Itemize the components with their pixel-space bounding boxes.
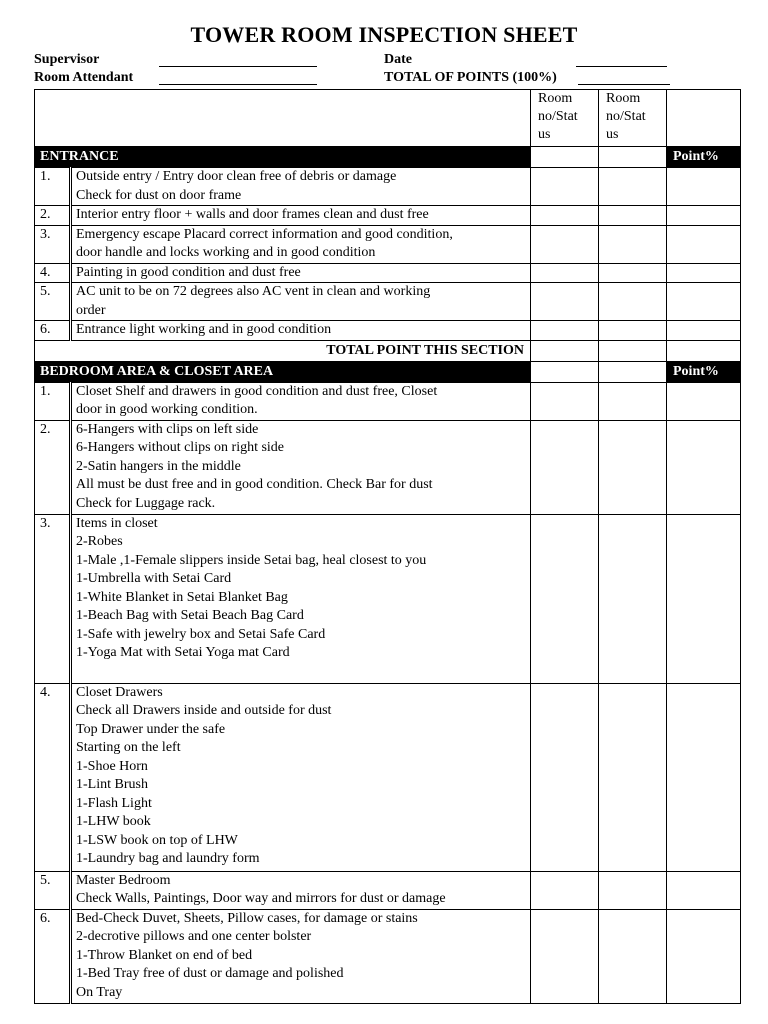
item-text: AC unit to be on 72 degrees also AC vent in clean and working order (71, 283, 531, 321)
table-row (35, 225, 741, 263)
item-number: 3. (35, 514, 71, 683)
item-text: Closet Shelf and drawers in good condition and dust free, Closet door in good working condition. (71, 382, 531, 420)
point-total-cell[interactable] (667, 340, 741, 361)
item-text: 6-Hangers with clips on left side 6-Hangers without clips on right side 2-Satin hangers in the middle All must be dust free and in good condition. Check Bar for dust Check for Luggage rack. (71, 420, 531, 514)
point-percent-label: Point% (667, 147, 741, 168)
total-points-field[interactable] (578, 84, 670, 85)
room-status-header-2: Room no/Stat us (599, 90, 667, 147)
room2-cell[interactable] (599, 225, 667, 263)
point-cell[interactable] (667, 514, 741, 683)
item-text: Closet Drawers Check all Drawers inside and outside for dust Top Drawer under the safe Starting on the left 1-Shoe Horn 1-Lint Brush 1-Flash Light 1-LHW book 1-LSW book on top of LHW 1-Laundry bag and laundry form (71, 683, 531, 871)
room1-cell[interactable] (531, 225, 599, 263)
room2-cell[interactable] (599, 909, 667, 1003)
room2-cell[interactable] (599, 361, 667, 382)
table-row (35, 206, 741, 226)
item-text: Interior entry floor + walls and door frames clean and dust free (71, 206, 531, 226)
room1-cell[interactable] (531, 321, 599, 341)
item-number: 6. (35, 321, 71, 341)
item-number: 4. (35, 683, 71, 871)
section-title: BEDROOM AREA & CLOSET AREA (35, 361, 531, 382)
supervisor-label: Supervisor (34, 52, 100, 67)
table-row (35, 168, 741, 206)
item-text: Entrance light working and in good condition (71, 321, 531, 341)
item-number: 3. (35, 225, 71, 263)
header-empty-cell (667, 90, 741, 147)
room2-cell[interactable] (599, 168, 667, 206)
table-row (35, 909, 741, 1003)
room1-cell[interactable] (531, 683, 599, 871)
point-cell[interactable] (667, 321, 741, 341)
room1-cell[interactable] (531, 283, 599, 321)
section-header-entrance (35, 147, 741, 168)
room-attendant-label: Room Attendant (34, 70, 134, 85)
item-number: 4. (35, 263, 71, 283)
table-header-row (35, 90, 741, 147)
item-text: Items in closet 2-Robes 1-Male ,1-Female slippers inside Setai bag, heal closest to you 1-Umbrella with Setai Card 1-White Blanket in Setai Blanket Bag 1-Beach Bag with Setai Beach Bag Card 1-Safe with jewelry box and Setai Safe Card 1-Yoga Mat with Setai Yoga mat Card (71, 514, 531, 683)
item-text: Emergency escape Placard correct information and good condition, door handle and locks working and in good condition (71, 225, 531, 263)
table-row (35, 871, 741, 909)
item-number: 6. (35, 909, 71, 1003)
room1-cell[interactable] (531, 871, 599, 909)
room1-cell[interactable] (531, 361, 599, 382)
point-cell[interactable] (667, 420, 741, 514)
point-cell[interactable] (667, 168, 741, 206)
room2-cell[interactable] (599, 382, 667, 420)
item-number: 1. (35, 168, 71, 206)
table-row (35, 514, 741, 683)
section-total-label: TOTAL POINT THIS SECTION (35, 340, 531, 361)
point-cell[interactable] (667, 871, 741, 909)
room1-cell[interactable] (531, 206, 599, 226)
room2-cell[interactable] (599, 420, 667, 514)
section-header-bedroom-closet (35, 361, 741, 382)
point-cell[interactable] (667, 683, 741, 871)
supervisor-field[interactable] (159, 66, 317, 67)
room2-cell[interactable] (599, 283, 667, 321)
inspection-table (34, 89, 741, 1004)
page-title: TOWER ROOM INSPECTION SHEET (190, 22, 578, 47)
item-text: Bed-Check Duvet, Sheets, Pillow cases, for damage or stains 2-decrotive pillows and one center bolster 1-Throw Blanket on end of bed 1-Bed Tray free of dust or damage and polished On Tray (71, 909, 531, 1003)
room1-cell[interactable] (531, 420, 599, 514)
room1-cell[interactable] (531, 168, 599, 206)
point-cell[interactable] (667, 909, 741, 1003)
section-title: ENTRANCE (35, 147, 531, 168)
point-cell[interactable] (667, 382, 741, 420)
item-number: 2. (35, 206, 71, 226)
table-row (35, 420, 741, 514)
point-cell[interactable] (667, 263, 741, 283)
room1-cell[interactable] (531, 382, 599, 420)
item-text: Master Bedroom Check Walls, Paintings, Door way and mirrors for dust or damage (71, 871, 531, 909)
room1-cell[interactable] (531, 263, 599, 283)
point-percent-label: Point% (667, 361, 741, 382)
room2-total-cell[interactable] (599, 340, 667, 361)
room2-cell[interactable] (599, 263, 667, 283)
total-points-label: TOTAL OF POINTS (100%) (384, 70, 557, 85)
room1-total-cell[interactable] (531, 340, 599, 361)
table-row (35, 263, 741, 283)
item-text: Outside entry / Entry door clean free of debris or damage Check for dust on door frame (71, 168, 531, 206)
header-blank-cell (35, 90, 531, 147)
table-row (35, 321, 741, 341)
room-attendant-field[interactable] (159, 84, 317, 85)
table-row (35, 683, 741, 871)
room2-cell[interactable] (599, 683, 667, 871)
room1-cell[interactable] (531, 147, 599, 168)
room2-cell[interactable] (599, 206, 667, 226)
item-number: 1. (35, 382, 71, 420)
point-cell[interactable] (667, 225, 741, 263)
point-cell[interactable] (667, 206, 741, 226)
point-cell[interactable] (667, 283, 741, 321)
room-status-header-1: Room no/Stat us (531, 90, 599, 147)
room1-cell[interactable] (531, 514, 599, 683)
room2-cell[interactable] (599, 871, 667, 909)
room2-cell[interactable] (599, 514, 667, 683)
table-row (35, 382, 741, 420)
table-row (35, 283, 741, 321)
item-text: Painting in good condition and dust free (71, 263, 531, 283)
room2-cell[interactable] (599, 321, 667, 341)
section-total-row (35, 340, 741, 361)
date-label: Date (384, 52, 412, 67)
room2-cell[interactable] (599, 147, 667, 168)
date-field[interactable] (576, 66, 667, 67)
item-number: 2. (35, 420, 71, 514)
room1-cell[interactable] (531, 909, 599, 1003)
item-number: 5. (35, 283, 71, 321)
item-number: 5. (35, 871, 71, 909)
